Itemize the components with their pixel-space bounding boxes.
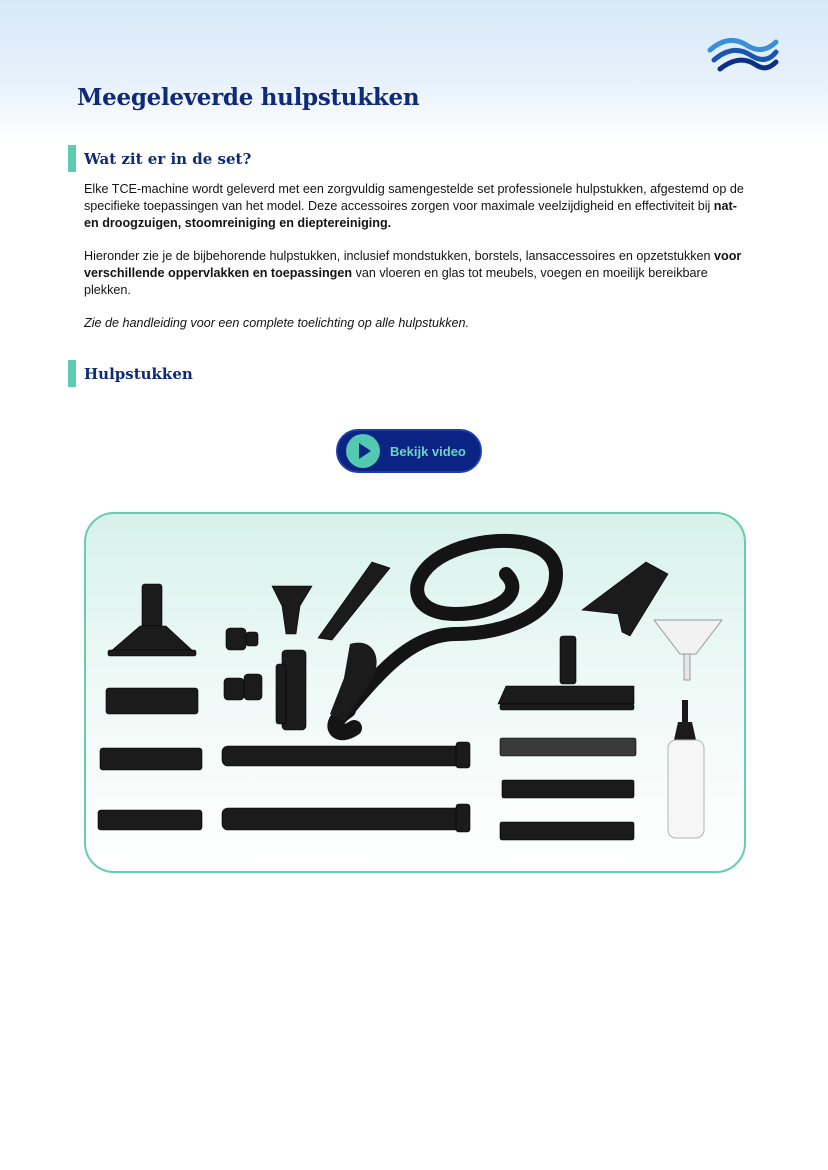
flat-brush-3-image [98,810,202,830]
brush-insert-image [500,822,634,840]
crevice-tool-image [318,562,390,640]
flat-brush-2-image [100,748,202,770]
section-accent-bar [68,360,76,387]
header-band [0,0,828,140]
section-accent-bar [68,145,76,172]
accessories-illustration [86,514,746,873]
play-icon [346,434,380,468]
accessories-text-2: van vloeren en glas tot meubels, voegen en moeilijk bereikbare plekken. [84,266,708,297]
window-nozzle-image [582,562,668,636]
section-heading-tools [68,360,193,387]
watch-video-button[interactable] [336,429,482,473]
round-brush-2-image [224,674,262,700]
accessories-image-frame [84,512,746,873]
accessories-paragraph [84,248,744,299]
funnel-image [654,620,722,680]
manual-note: Zie de handleiding voor een complete toelichting op alle hulpstukken. [84,316,470,330]
flat-brush-1-image [106,688,198,714]
extension-tube-2-image [222,804,470,832]
intro-paragraph [84,181,744,232]
squeegee-insert-image [500,738,636,756]
round-brush-1-image [226,628,258,650]
intro-bold-text: nat- en droogzuigen, stoomreiniging en dieptereiniging. [84,199,737,230]
adapter-image [276,650,306,730]
small-nozzle-image [272,586,312,634]
upholstery-nozzle-image [108,584,196,656]
waves-logo-icon [706,28,780,76]
floor-nozzle-image [498,636,634,710]
section-title-tools: Hulpstukken [84,364,193,383]
bottle-image [668,700,704,838]
section-heading-set [68,145,251,172]
rubber-insert-image [502,780,634,798]
extension-tube-1-image [222,742,470,768]
accessories-text-1: Hieronder zie je de bijbehorende hulpstukken, inclusief mondstukken, borstels, lansaccessoires en opzetstukken [84,249,715,263]
page-title: Meegeleverde hulpstukken [77,84,420,111]
accessories-bold-text: voor verschillende oppervlakken en toepassingen [84,249,742,280]
intro-text: Elke TCE-machine wordt geleverd met een zorgvuldig samengestelde set professionele hulpstukken, afgestemd op de specifieke toepassingen van het model. Deze accessoires zorgen voor maximale veelzijdigheid en effectiviteit bij [84,182,744,213]
watch-video-label: Bekijk video [390,443,466,459]
section-title-set: Wat zit er in de set? [84,149,252,168]
